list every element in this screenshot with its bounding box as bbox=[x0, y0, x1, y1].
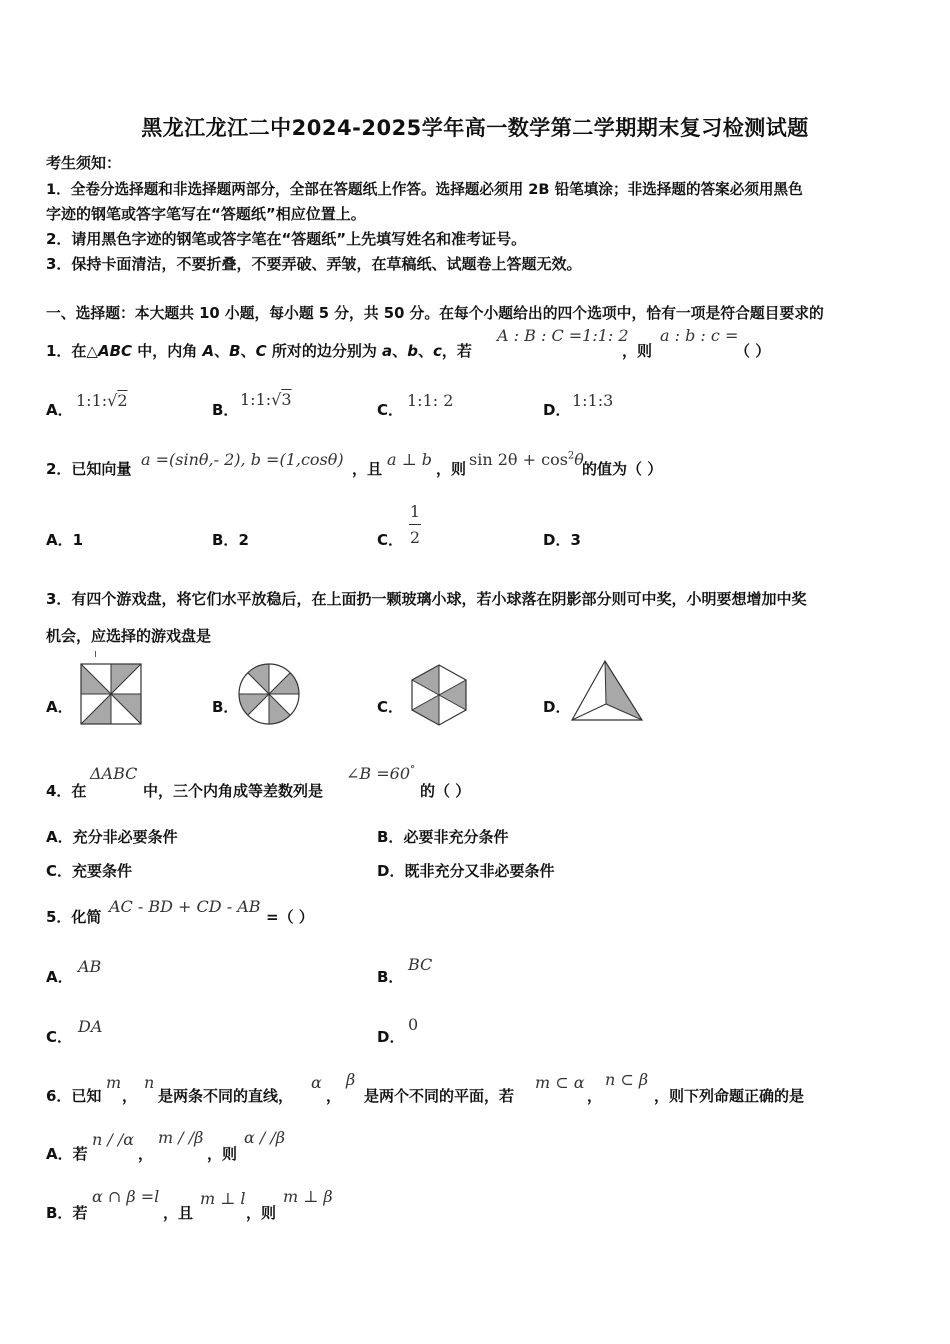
q2-option-c-label: C． bbox=[377, 531, 404, 549]
q2-option-c-fraction-bar bbox=[409, 524, 421, 525]
page-title: 黑龙江龙江二中2024-2025学年高一数学第二学期期末复习检测试题 bbox=[141, 116, 809, 140]
q6-m-sub: m ⊂ α bbox=[535, 1073, 585, 1092]
q1-a: a bbox=[382, 342, 393, 360]
q2-perp: a ⊥ b bbox=[387, 450, 432, 469]
q3-board-b-circle bbox=[237, 662, 301, 726]
q6-option-a-sep: ， bbox=[138, 1145, 154, 1163]
q6-option-b-cond-2: m ⊥ l bbox=[200, 1189, 246, 1208]
q2-option-d: D．3 bbox=[543, 531, 581, 549]
q5-option-c-val: DA bbox=[78, 1017, 103, 1036]
q1-sep1: 、 bbox=[214, 342, 230, 360]
q2-and: ，且 bbox=[352, 460, 383, 478]
q4-triangle: ΔABC bbox=[90, 764, 138, 783]
q4-angle: ∠B =60° bbox=[346, 764, 416, 783]
q6-option-b-cond-3: m ⊥ β bbox=[283, 1187, 333, 1206]
q6-option-b-sep: ，且 bbox=[163, 1204, 194, 1222]
q4-post: 的（ ） bbox=[420, 782, 471, 800]
q6-option-a-then: ，则 bbox=[207, 1145, 238, 1163]
q5-post: =（ ） bbox=[266, 908, 314, 926]
q6-post: ，则下列命题正确的是 bbox=[654, 1087, 805, 1105]
q1-option-c-expr: 1:1: 2 bbox=[407, 391, 454, 410]
q1-option-b-label: B． bbox=[212, 401, 239, 419]
q4-option-d: D．既非充分又非必要条件 bbox=[377, 862, 555, 880]
q2-pre: 2．已知向量 bbox=[46, 460, 132, 478]
q3-option-c-label: C． bbox=[377, 698, 404, 716]
q3-board-c-hexagon bbox=[408, 662, 470, 728]
q3-option-a-label: A． bbox=[46, 698, 73, 716]
q1-ratio: A : B : C =1:1: 2 bbox=[497, 326, 629, 345]
notice-heading: 考生须知： bbox=[46, 154, 122, 172]
q5-option-a-val: AB bbox=[78, 957, 102, 976]
q6-comma-2: ， bbox=[326, 1087, 342, 1105]
q2-post: 的值为（ ） bbox=[582, 460, 663, 478]
q1-option-d-label: D． bbox=[543, 401, 571, 419]
q6-n-sub: n ⊂ β bbox=[605, 1070, 649, 1089]
notice-line-3: 3．保持卡面清洁，不要折叠，不要弄破、弄皱，在草稿纸、试题卷上答题无效。 bbox=[46, 255, 582, 273]
q5-option-b-val: BC bbox=[408, 955, 433, 974]
q1-sep2: 、 bbox=[240, 342, 256, 360]
q6-pre: 6．已知 bbox=[46, 1087, 102, 1105]
q6-beta: β bbox=[346, 1070, 356, 1089]
q4-option-c: C．充要条件 bbox=[46, 862, 133, 880]
q1-mid3: ，若 bbox=[441, 342, 472, 360]
q1-sep3: 、 bbox=[392, 342, 408, 360]
q3-line-1: 3．有四个游戏盘，将它们水平放稳后，在上面扔一颗玻璃小球，若小球落在阴影部分则可中奖，小明要想增加中奖 bbox=[46, 590, 807, 608]
q1-mid1: 中，内角 bbox=[132, 342, 203, 360]
q1-C: C bbox=[255, 342, 267, 360]
q3-line-2: 机会，应选择的游戏盘是 bbox=[46, 627, 212, 645]
q4-option-a: A．充分非必要条件 bbox=[46, 828, 178, 846]
q6-comma-1: ， bbox=[122, 1087, 138, 1105]
q1-B: B bbox=[229, 342, 241, 360]
q5-option-a-label: A． bbox=[46, 968, 73, 986]
q5-option-d-label: D． bbox=[377, 1028, 405, 1046]
q6-m: m bbox=[106, 1073, 122, 1092]
notice-line-1a: 1．全卷分选择题和非选择题两部分，全部在答题纸上作答。选择题必须用 2B 铅笔填涂；非选择题的答案必须用黑色 bbox=[46, 181, 803, 198]
q1-paren: （ ） bbox=[735, 342, 771, 360]
q2-option-b: B．2 bbox=[212, 531, 249, 549]
q1-A: A bbox=[202, 342, 215, 360]
q6-n: n bbox=[144, 1073, 155, 1092]
q1-ask: a : b : c = bbox=[660, 326, 739, 345]
q2-option-c-numerator: 1 bbox=[409, 502, 421, 521]
q4-pre: 4．在 bbox=[46, 782, 87, 800]
q1-b: b bbox=[407, 342, 418, 360]
question-1 bbox=[46, 340, 472, 361]
q1-then: ，则 bbox=[622, 342, 653, 360]
q6-mid-2: 是两个不同的平面，若 bbox=[364, 1087, 515, 1105]
q3-option-b-label: B． bbox=[212, 698, 239, 716]
q6-option-b-cond-1: α ∩ β =l bbox=[92, 1187, 160, 1206]
q1-mid2: 所对的边分别为 bbox=[266, 342, 383, 360]
q1-option-a-label: A． bbox=[46, 401, 73, 419]
q5-expr: AC - BD + CD - AB bbox=[109, 897, 261, 916]
q2-vectors: a =(sinθ,- 2), b =(1,cosθ) bbox=[141, 450, 344, 469]
q2-then: ，则 bbox=[436, 460, 467, 478]
q6-alpha: α bbox=[311, 1073, 322, 1092]
q6-option-a-cond-1: n / /α bbox=[92, 1130, 135, 1149]
q6-option-b-label: B．若 bbox=[46, 1204, 88, 1222]
sqrt-symbol: √ bbox=[107, 391, 118, 410]
q1-pre: 1．在△ bbox=[46, 342, 98, 360]
q1-option-d-expr: 1:1:3 bbox=[572, 391, 614, 410]
q1-option-a-expr: 1:1:√2 bbox=[76, 391, 128, 410]
q6-mid-1: 是两条不同的直线， bbox=[158, 1087, 294, 1105]
q1-c: c bbox=[432, 342, 442, 360]
q5-pre: 5．化简 bbox=[46, 908, 102, 926]
q6-comma-3: ， bbox=[587, 1087, 603, 1105]
q4-option-b: B．必要非充分条件 bbox=[377, 828, 509, 846]
q6-option-b-then: ，则 bbox=[246, 1204, 277, 1222]
q2-expr: $\sin 2\theta + \cos^2\theta$ bbox=[469, 450, 584, 469]
q3-board-a-tick bbox=[95, 651, 96, 657]
q1-abc: ABC bbox=[97, 342, 133, 360]
q6-option-a-cond-3: α / /β bbox=[244, 1128, 286, 1147]
q6-option-a-cond-2: m / /β bbox=[158, 1128, 204, 1147]
q2-option-a: A．1 bbox=[46, 531, 84, 549]
q2-option-c-denominator: 2 bbox=[409, 528, 421, 547]
q5-option-b-label: B． bbox=[377, 968, 404, 986]
section-heading: 一、选择题：本大题共 10 小题，每小题 5 分，共 50 分。在每个小题给出的四个选项中，恰有一项是符合题目要求的 bbox=[46, 305, 824, 322]
sqrt-symbol: √ bbox=[271, 390, 282, 409]
q5-option-d-val: 0 bbox=[408, 1015, 419, 1034]
q5-option-c-label: C． bbox=[46, 1028, 73, 1046]
notice-line-2: 2．请用黑色字迹的钢笔或答字笔在“答题纸”上先填写姓名和准考证号。 bbox=[46, 230, 527, 248]
q4-mid: 中，三个内角成等差数列是 bbox=[143, 782, 324, 800]
q3-board-a-square bbox=[80, 663, 142, 725]
q1-option-c-label: C． bbox=[377, 401, 404, 419]
q6-option-a-label: A．若 bbox=[46, 1145, 88, 1163]
q1-option-b-expr: 1:1:√3 bbox=[240, 390, 292, 409]
notice-line-1b: 字迹的钢笔或答字笔写在“答题纸”相应位置上。 bbox=[46, 205, 366, 223]
q1-sep4: 、 bbox=[417, 342, 433, 360]
q3-option-d-label: D． bbox=[543, 698, 571, 716]
q3-board-d-triangle bbox=[569, 658, 645, 724]
